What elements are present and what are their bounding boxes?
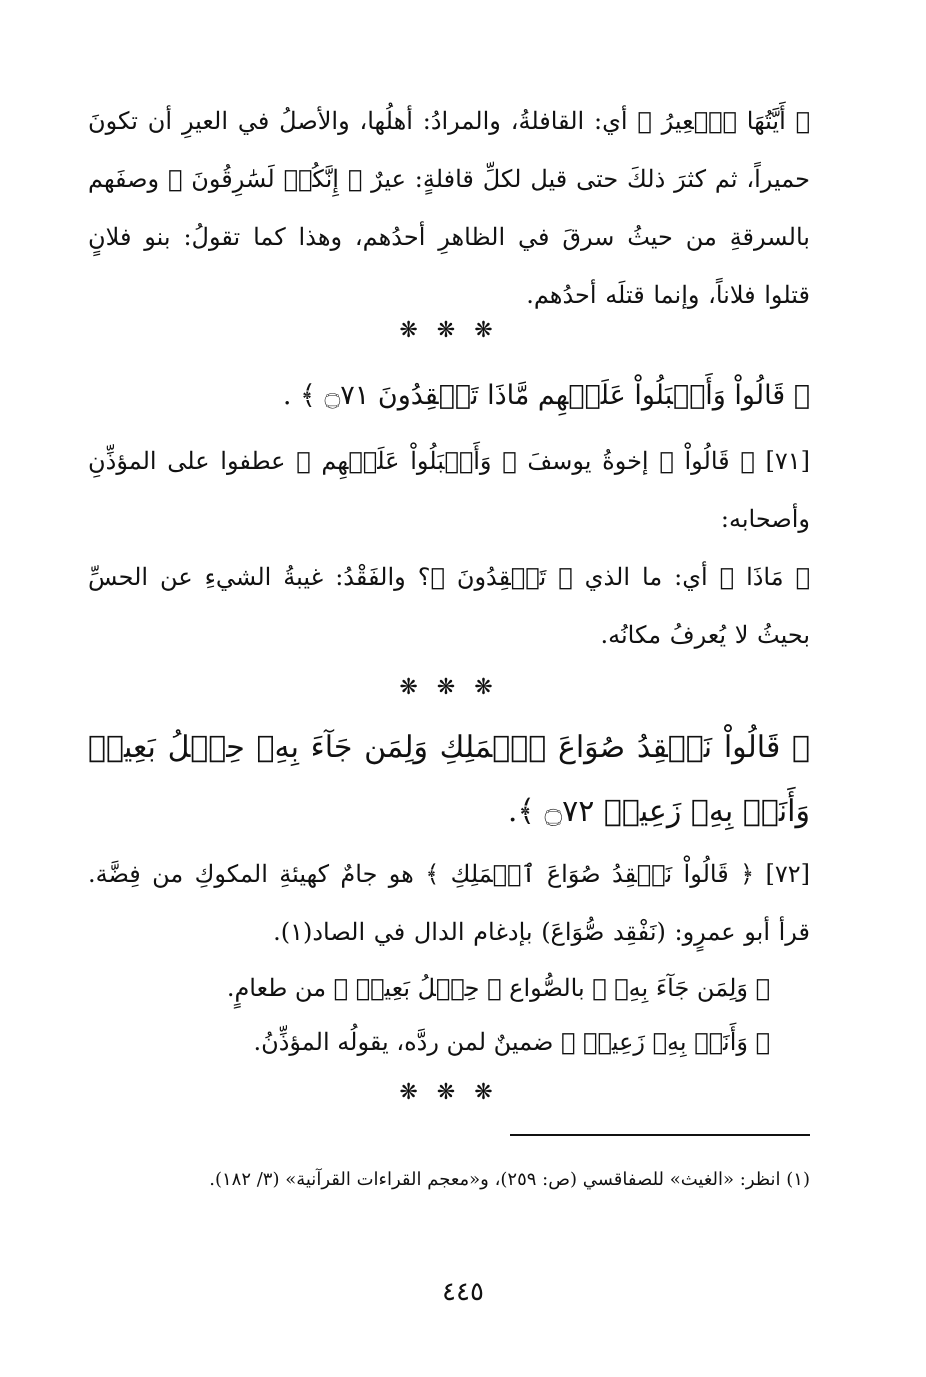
commentary-line-5: ﴿ وَلِمَن جَآءَ بِهِۦ ﴾ بالصُّواع ﴿ حِمۡلُ بَعِيرٖ ﴾ من طعامٍ. — [226, 974, 770, 1002]
commentary-paragraph-1: ﴿ أَيَّتُهَا ٱلۡعِيرُ ﴾ أي: القافلةُ، والمرادُ: أهلُها، والأصلُ في العيرِ أن تكونَ حميراً، ثم كثرَ ذلكَ حتى قيل لكلِّ قافلةٍ: عيرٌ ﴿ إِنَّكُمۡ لَسَٰرِقُونَ ﴾ وصفَهم بالسرقةِ من حيثُ سرقَ في الظاهرِ أحدُهم، وهذا كما تقولُ: بنو فلانٍ قتلوا فلاناً، وإنما قتلَه أحدُهم. — [88, 107, 810, 309]
quran-verse-71: ﴿ قَالُواْ وَأَقۡبَلُواْ عَلَيۡهِم مَّاذَا تَفۡقِدُونَ ۝٧١ ﴾ . — [282, 380, 810, 411]
section-separator-1: ❋ ❋ ❋ — [399, 318, 499, 343]
commentary-line-6: ﴿ وَأَنَا۠ بِهِۦ زَعِيمٞ ﴾ ضمينٌ لمن ردَّه، يقولُه المؤذِّنُ. — [253, 1028, 770, 1056]
quran-verse-72: ﴿ قَالُواْ نَفۡقِدُ صُوَاعَ ٱلۡمَلِكِ وَلِمَن جَآءَ بِهِۦ حِمۡلُ بَعِيرٖ وَأَنَا۠ بِهِۦ زَعِيمٞ ۝٧٢ ﴾. — [88, 730, 810, 829]
commentary-paragraph-2: [٧١] ﴿ قَالُواْ ﴾ إخوةُ يوسفَ ﴿ وَأَقۡبَلُواْ عَلَيۡهِم ﴾ عطفوا على المؤذِّنِ وأصحابه: — [88, 447, 810, 533]
footnote-text: (١) انظر: «الغيث» للصفاقسي (ص: ٢٥٩)، و«معجم القراءات القرآنية» (٣/ ١٨٢). — [209, 1169, 810, 1190]
page-number: ٤٤٥ — [442, 1277, 484, 1307]
section-separator-2: ❋ ❋ ❋ — [399, 675, 499, 700]
commentary-paragraph-4: [٧٢] ﴿ قَالُواْ نَفۡقِدُ صُوَاعَ ٱلۡمَلِكِ ﴾ هو جامٌ كهيئةِ المكوكِ من فِضَّة. قرأ أبو عمرٍو: (نَفْقِد صُّوَاعَ) بإدغام الدال في الصاد(١). — [88, 860, 810, 946]
section-separator-3: ❋ ❋ ❋ — [399, 1080, 499, 1105]
commentary-paragraph-3: ﴿ مَاذَا ﴾ أي: ما الذي ﴿ تَفۡقِدُونَ ﴾؟ والفَقْدُ: غيبةُ الشيءِ عن الحسِّ بحيثُ لا يُعرفُ مكانُه. — [88, 563, 810, 649]
footnote-divider — [510, 1134, 810, 1136]
